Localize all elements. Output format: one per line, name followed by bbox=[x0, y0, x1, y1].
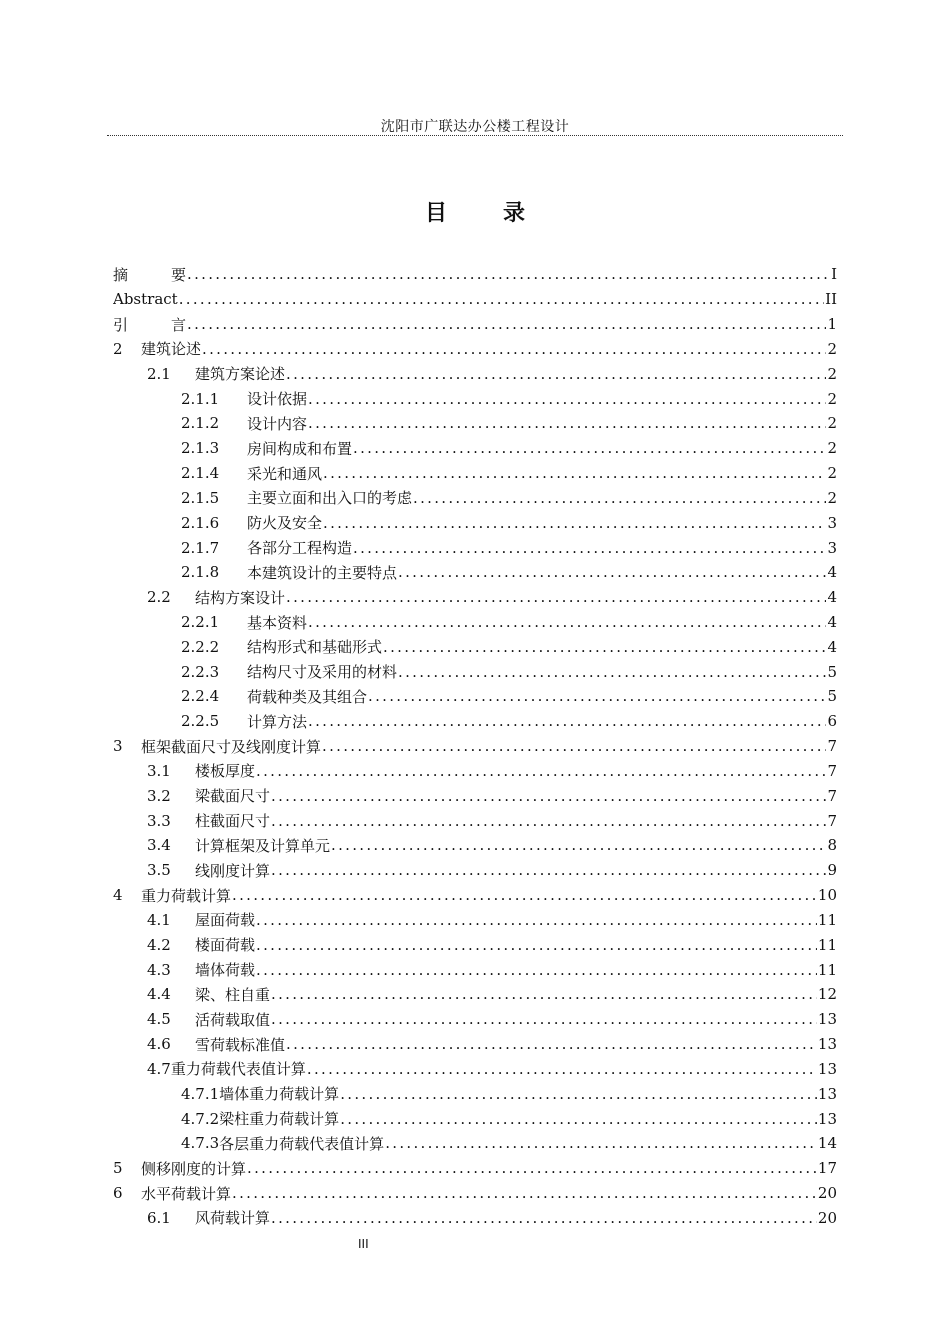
toc-entry-number: 2.1.1 bbox=[181, 389, 220, 408]
toc-dot-leader bbox=[413, 489, 826, 507]
toc-dot-leader bbox=[187, 315, 826, 333]
toc-entry-page: 2 bbox=[827, 439, 837, 458]
toc-entry[interactable] bbox=[113, 461, 837, 486]
toc-entry[interactable] bbox=[113, 1032, 837, 1057]
toc-entry-number: 2.1.6 bbox=[181, 513, 220, 532]
toc-entry-title: 侧移刚度的计算 bbox=[141, 1159, 247, 1178]
toc-entry-number: 2.2.5 bbox=[181, 712, 220, 731]
toc-entry-number: 4.5 bbox=[147, 1010, 171, 1029]
toc-entry-page: I bbox=[831, 265, 837, 284]
toc-entry-number: 3.5 bbox=[147, 861, 171, 880]
toc-entry-number: 2.2.2 bbox=[181, 637, 220, 656]
toc-entry-title: 基本资料 bbox=[247, 613, 308, 632]
toc-dot-leader bbox=[256, 911, 817, 929]
toc-entry-number: 3.2 bbox=[147, 786, 171, 805]
toc-entry-number: 2.1.3 bbox=[181, 439, 220, 458]
toc-entry[interactable] bbox=[113, 1181, 837, 1206]
toc-entry-page: 11 bbox=[817, 910, 837, 929]
toc-entry-number: 2.2.3 bbox=[181, 662, 220, 681]
toc-dot-leader bbox=[353, 439, 826, 457]
toc-entry[interactable] bbox=[113, 1156, 837, 1181]
toc-entry-number: 3 bbox=[113, 737, 123, 756]
toc-entry-page: 13 bbox=[817, 1084, 837, 1103]
toc-entry-page: 14 bbox=[817, 1134, 837, 1153]
toc-entry-title: 建筑方案论述 bbox=[195, 365, 286, 384]
toc-entry-number: 2.2.4 bbox=[181, 687, 220, 706]
toc-entry-number: 4.7 bbox=[147, 1059, 171, 1078]
toc-entry-title: 本建筑设计的主要特点 bbox=[247, 563, 398, 582]
toc-entry-title: 线刚度计算 bbox=[195, 861, 271, 880]
toc-entry-title: Abstract bbox=[113, 290, 178, 309]
toc-entry[interactable] bbox=[113, 833, 837, 858]
toc-entry[interactable] bbox=[113, 858, 837, 883]
toc-entry-title: 防火及安全 bbox=[247, 514, 323, 533]
toc-entry-title: 屋面荷载 bbox=[195, 911, 256, 930]
toc-entry-number: 4.7.3 bbox=[181, 1134, 220, 1153]
toc-entry-number: 2.2.1 bbox=[181, 613, 220, 631]
running-header: 沈阳市广联达办公楼工程设计 bbox=[380, 119, 570, 135]
toc-entry-title: 计算框架及计算单元 bbox=[195, 836, 331, 855]
toc-entry-title: 各层重力荷载代表值计算 bbox=[219, 1134, 385, 1153]
toc-entry-title: 重力荷载代表值计算 bbox=[170, 1060, 306, 1079]
toc-entry-title: 墙体荷载 bbox=[195, 961, 256, 980]
toc-entry-page: 3 bbox=[827, 513, 837, 532]
toc-entry[interactable] bbox=[113, 932, 837, 957]
toc-entry-page: 1 bbox=[827, 315, 837, 334]
toc-entry-title: 墙体重力荷载计算 bbox=[219, 1085, 340, 1104]
toc-dot-leader bbox=[271, 812, 826, 830]
header-dotted-rule bbox=[107, 135, 843, 136]
toc-dot-leader bbox=[271, 1010, 817, 1028]
toc-entry-page: 7 bbox=[827, 786, 837, 805]
toc-entry[interactable] bbox=[113, 883, 837, 908]
toc-entry[interactable] bbox=[113, 982, 837, 1007]
toc-dot-leader bbox=[398, 563, 826, 581]
toc-dot-leader bbox=[323, 514, 826, 532]
toc-entry[interactable] bbox=[113, 1106, 837, 1131]
toc-entry-page: 20 bbox=[817, 1208, 837, 1227]
toc-entry[interactable] bbox=[113, 908, 837, 933]
toc-dot-leader bbox=[286, 365, 826, 383]
toc-dot-leader bbox=[322, 737, 826, 755]
title-char-2: 录 bbox=[503, 201, 526, 226]
toc-entry[interactable] bbox=[113, 560, 837, 585]
toc-dot-leader bbox=[331, 836, 826, 854]
toc-dot-leader bbox=[353, 539, 826, 557]
toc-dot-leader bbox=[232, 1184, 817, 1202]
toc-entry[interactable] bbox=[113, 1081, 837, 1106]
toc-entry-title: 楼面荷载 bbox=[195, 936, 256, 955]
toc-entry-page: 10 bbox=[817, 886, 837, 905]
toc-dot-leader bbox=[383, 638, 826, 656]
toc-entry[interactable] bbox=[113, 312, 837, 337]
toc-entry-page: 4 bbox=[827, 588, 837, 607]
toc-entry[interactable] bbox=[113, 386, 837, 411]
toc-entry-title: 结构形式和基础形式 bbox=[247, 638, 383, 657]
toc-entry-title: 各部分工程构造 bbox=[247, 539, 353, 558]
toc-entry-title: 框架截面尺寸及线刚度计算 bbox=[141, 737, 322, 756]
toc-entry-number: 3.3 bbox=[147, 811, 171, 830]
toc-entry[interactable] bbox=[113, 1205, 837, 1230]
toc-entry[interactable] bbox=[113, 783, 837, 808]
toc-entry-title: 采光和通风 bbox=[247, 464, 323, 483]
toc-entry-page: 13 bbox=[817, 1059, 837, 1078]
toc-entry-page: 9 bbox=[827, 861, 837, 880]
toc-entry-number: 2 bbox=[113, 339, 123, 358]
toc-dot-leader bbox=[308, 390, 826, 408]
toc-entry-title: 房间构成和布置 bbox=[247, 439, 353, 458]
toc-entry-number: 4.7.2 bbox=[181, 1109, 220, 1128]
toc-entry-number: 4.4 bbox=[147, 985, 171, 1004]
toc-entry-page: 7 bbox=[827, 761, 837, 780]
toc-dot-leader bbox=[340, 1110, 817, 1128]
toc-dot-leader bbox=[308, 613, 826, 631]
toc-entry-page: 7 bbox=[827, 737, 837, 756]
toc-entry-number: 6 bbox=[113, 1184, 123, 1203]
toc-entry[interactable] bbox=[113, 361, 837, 386]
toc-entry[interactable] bbox=[113, 510, 837, 535]
toc-entry[interactable] bbox=[113, 684, 837, 709]
toc-entry-title: 梁截面尺寸 bbox=[195, 787, 271, 806]
toc-dot-leader bbox=[308, 414, 826, 432]
title-char-1: 目 bbox=[424, 201, 447, 226]
toc-entry-page: 17 bbox=[817, 1159, 837, 1178]
toc-entry[interactable] bbox=[113, 436, 837, 461]
toc-entry-number: 2.1 bbox=[147, 364, 171, 383]
toc-entry-title: 荷载种类及其组合 bbox=[247, 687, 368, 706]
toc-entry[interactable] bbox=[113, 1057, 837, 1082]
toc-entry[interactable] bbox=[113, 759, 837, 784]
toc-entry-title: 计算方法 bbox=[247, 712, 308, 731]
toc-entry-number: 3.1 bbox=[147, 761, 171, 780]
toc-dot-leader bbox=[323, 464, 826, 482]
table-of-contents bbox=[113, 262, 837, 1230]
toc-entry-page: 4 bbox=[827, 563, 837, 582]
toc-entry[interactable] bbox=[113, 634, 837, 659]
toc-entry-title: 柱截面尺寸 bbox=[195, 812, 271, 831]
toc-entry-number: 4.3 bbox=[147, 960, 171, 979]
toc-entry[interactable] bbox=[113, 1131, 837, 1156]
toc-entry-page: 6 bbox=[827, 712, 837, 731]
toc-dot-leader bbox=[256, 762, 826, 780]
toc-entry-page: 2 bbox=[827, 488, 837, 507]
toc-entry-number: 4.1 bbox=[147, 910, 171, 929]
toc-entry[interactable] bbox=[113, 411, 837, 436]
toc-entry-number: 2.1.4 bbox=[181, 464, 220, 483]
toc-entry-title: 结构尺寸及采用的材料 bbox=[247, 663, 398, 682]
toc-entry-page: 2 bbox=[827, 389, 837, 408]
toc-entry-title: 引 言 bbox=[113, 315, 187, 334]
toc-dot-leader bbox=[202, 340, 826, 358]
toc-entry-page: 13 bbox=[817, 1109, 837, 1128]
toc-entry-title: 结构方案设计 bbox=[195, 588, 286, 607]
toc-entry[interactable] bbox=[113, 610, 837, 635]
toc-dot-leader bbox=[271, 787, 826, 805]
toc-entry[interactable] bbox=[113, 287, 837, 312]
toc-entry-number: 6.1 bbox=[147, 1208, 171, 1227]
toc-entry[interactable] bbox=[113, 485, 837, 510]
toc-entry-title: 建筑论述 bbox=[141, 340, 202, 359]
toc-entry-number: 4.7.1 bbox=[181, 1084, 220, 1103]
toc-entry-title: 水平荷载计算 bbox=[141, 1184, 232, 1203]
toc-entry-page: II bbox=[825, 290, 837, 309]
toc-dot-leader bbox=[271, 1209, 817, 1227]
toc-dot-leader bbox=[398, 663, 826, 681]
toc-dot-leader bbox=[271, 861, 826, 879]
toc-entry-number: 4 bbox=[113, 886, 123, 905]
toc-dot-leader bbox=[286, 588, 826, 606]
toc-dot-leader bbox=[340, 1085, 817, 1103]
toc-entry-page: 2 bbox=[827, 339, 837, 358]
toc-entry-number: 5 bbox=[113, 1159, 123, 1178]
toc-entry-title: 活荷载取值 bbox=[195, 1010, 271, 1029]
toc-entry-number: 4.6 bbox=[147, 1035, 171, 1054]
toc-entry-title: 雪荷载标准值 bbox=[195, 1035, 286, 1054]
toc-entry-title: 设计内容 bbox=[247, 414, 308, 433]
toc-entry[interactable] bbox=[113, 659, 837, 684]
toc-entry-number: 2.1.2 bbox=[181, 414, 220, 433]
toc-dot-leader bbox=[187, 265, 830, 283]
toc-entry-number: 2.2 bbox=[147, 588, 171, 607]
toc-entry-number: 2.1.8 bbox=[181, 563, 220, 582]
toc-entry-number: 3.4 bbox=[147, 836, 171, 855]
toc-entry-page: 2 bbox=[827, 364, 837, 383]
toc-entry-page: 7 bbox=[827, 811, 837, 830]
toc-entry-page: 3 bbox=[827, 538, 837, 557]
toc-entry-page: 20 bbox=[817, 1184, 837, 1203]
toc-entry-title: 梁、柱自重 bbox=[195, 985, 271, 1004]
toc-dot-leader bbox=[368, 687, 826, 705]
toc-entry-number: 4.2 bbox=[147, 935, 171, 954]
toc-dot-leader bbox=[271, 985, 817, 1003]
toc-entry-title: 风荷载计算 bbox=[195, 1209, 271, 1228]
toc-entry-title: 梁柱重力荷载计算 bbox=[219, 1110, 340, 1129]
toc-entry-title: 重力荷载计算 bbox=[141, 886, 232, 905]
footer-page-number: III bbox=[358, 1237, 369, 1251]
toc-entry[interactable] bbox=[113, 1007, 837, 1032]
page-title bbox=[0, 196, 950, 227]
toc-dot-leader bbox=[256, 961, 817, 979]
toc-entry-title: 楼板厚度 bbox=[195, 762, 256, 781]
toc-entry-page: 4 bbox=[827, 637, 837, 656]
toc-dot-leader bbox=[308, 712, 826, 730]
toc-entry-page: 12 bbox=[817, 985, 837, 1004]
toc-dot-leader bbox=[307, 1060, 817, 1078]
toc-entry-page: 2 bbox=[827, 414, 837, 433]
toc-entry[interactable] bbox=[113, 585, 837, 610]
toc-entry[interactable] bbox=[113, 808, 837, 833]
toc-entry-title: 主要立面和出入口的考虑 bbox=[247, 489, 413, 508]
toc-dot-leader bbox=[247, 1159, 817, 1177]
toc-entry-page: 11 bbox=[817, 935, 837, 954]
toc-dot-leader bbox=[179, 290, 824, 308]
toc-dot-leader bbox=[385, 1134, 817, 1152]
toc-entry-page: 5 bbox=[827, 662, 837, 681]
toc-entry[interactable] bbox=[113, 734, 837, 759]
toc-entry-title: 摘 要 bbox=[113, 265, 187, 284]
toc-entry-number: 2.1.5 bbox=[181, 488, 220, 507]
toc-dot-leader bbox=[232, 886, 817, 904]
toc-entry[interactable] bbox=[113, 709, 837, 734]
toc-entry[interactable] bbox=[113, 262, 837, 287]
toc-entry-page: 13 bbox=[817, 1035, 837, 1054]
toc-entry-page: 4 bbox=[827, 613, 837, 631]
toc-entry-page: 8 bbox=[827, 836, 837, 855]
toc-dot-leader bbox=[256, 936, 817, 954]
toc-entry-title: 设计依据 bbox=[247, 390, 308, 409]
toc-entry[interactable] bbox=[113, 336, 837, 361]
toc-entry-number: 2.1.7 bbox=[181, 538, 220, 557]
toc-dot-leader bbox=[286, 1035, 817, 1053]
toc-entry-page: 11 bbox=[817, 960, 837, 979]
toc-entry[interactable] bbox=[113, 535, 837, 560]
toc-entry-page: 5 bbox=[827, 687, 837, 706]
toc-entry-page: 13 bbox=[817, 1010, 837, 1029]
toc-entry-page: 2 bbox=[827, 464, 837, 483]
toc-entry[interactable] bbox=[113, 957, 837, 982]
